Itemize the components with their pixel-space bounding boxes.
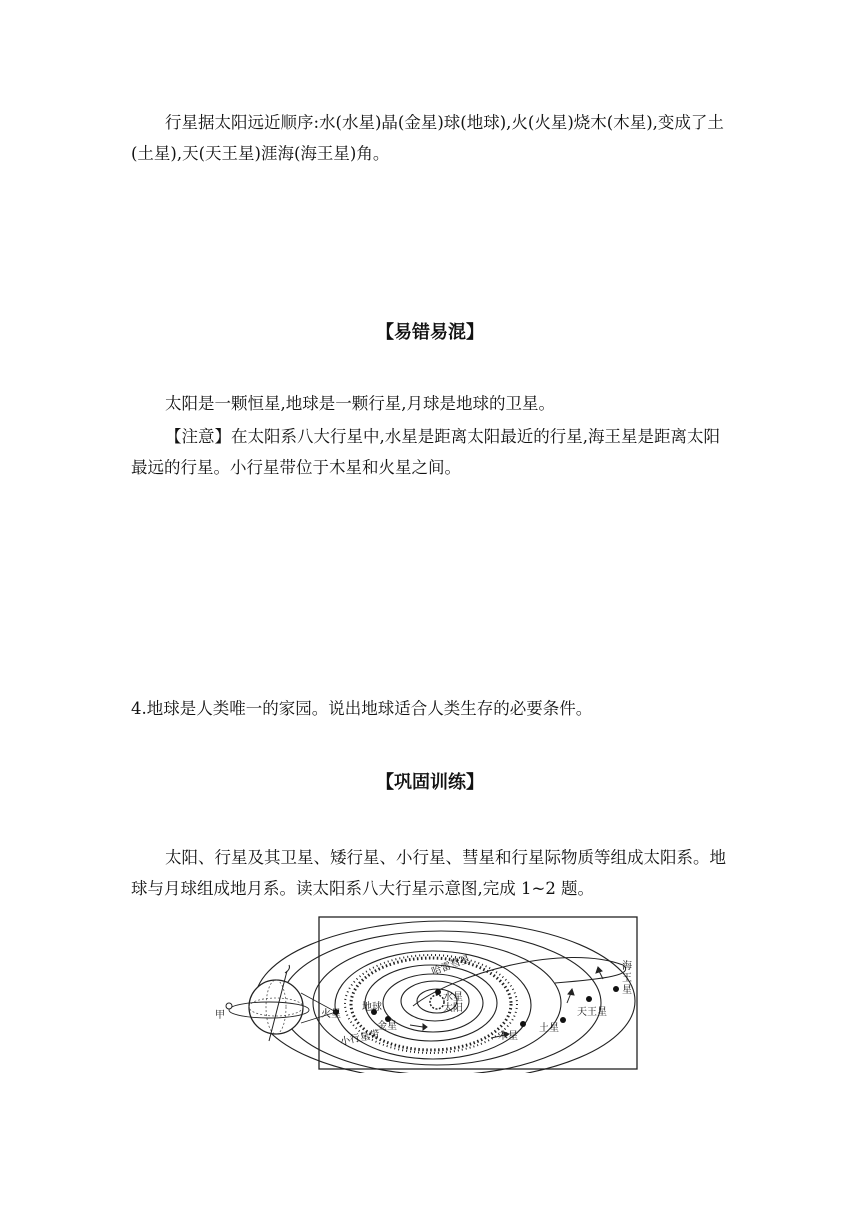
planet-uranus (586, 996, 592, 1002)
label-earth: 地球 (362, 1002, 382, 1013)
planet-order-mnemonic: 行星据太阳远近顺序:水(水星)晶(金星)球(地球),火(火星)烧木(木星),变成了土(土星),天(天王星)涯海(海王星)角。 (131, 113, 724, 163)
planet-neptune (613, 986, 619, 992)
label-asteroid-belt: 小行星带 (339, 1028, 381, 1048)
heading-confusion: 【易错易混】 (376, 322, 484, 343)
label-sun: 太阳 (443, 1003, 463, 1014)
solar-system-intro: 太阳、行星及其卫星、矮行星、小行星、彗星和行星际物质等组成太阳系。地球与月球组成地月系。读太阳系八大行星示意图,完成 1~2 题。 (131, 848, 726, 898)
label-mars: 火星 (321, 1009, 341, 1020)
solar-system-diagram (205, 913, 645, 1077)
sun (430, 995, 444, 1009)
label-venus: 金星 (377, 1021, 397, 1032)
planet-mercury (435, 989, 441, 995)
label-jia: 甲 (215, 1010, 225, 1021)
note-label: 【注意】 (165, 427, 231, 446)
label-neptune-2: 王 (622, 973, 632, 984)
planet-jupiter (520, 1021, 526, 1027)
note-text: 在太阳系八大行星中,水星是距离太阳最近的行星,海王星是距离太阳最远的行星。小行星带位于木星和火星之间。 (131, 427, 720, 477)
label-neptune-1: 海 (622, 961, 632, 972)
label-saturn: 土星 (539, 1023, 559, 1034)
solar-system-svg (205, 913, 645, 1073)
label-jupiter: 木星 (498, 1031, 518, 1042)
planet-saturn (560, 1017, 566, 1023)
note-paragraph (131, 421, 731, 483)
heading-practice: 【巩固训练】 (376, 772, 484, 793)
question-4: 4.地球是人类唯一的家园。说出地球适合人类生存的必要条件。 (131, 699, 593, 718)
label-neptune-3: 星 (622, 985, 632, 996)
label-uranus: 天王星 (577, 1007, 607, 1018)
label-halley: 哈雷彗星 (430, 953, 472, 978)
sun-earth-moon-text: 太阳是一颗恒星,地球是一颗行星,月球是地球的卫星。 (165, 394, 555, 413)
label-mercury: 水星 (443, 992, 463, 1003)
